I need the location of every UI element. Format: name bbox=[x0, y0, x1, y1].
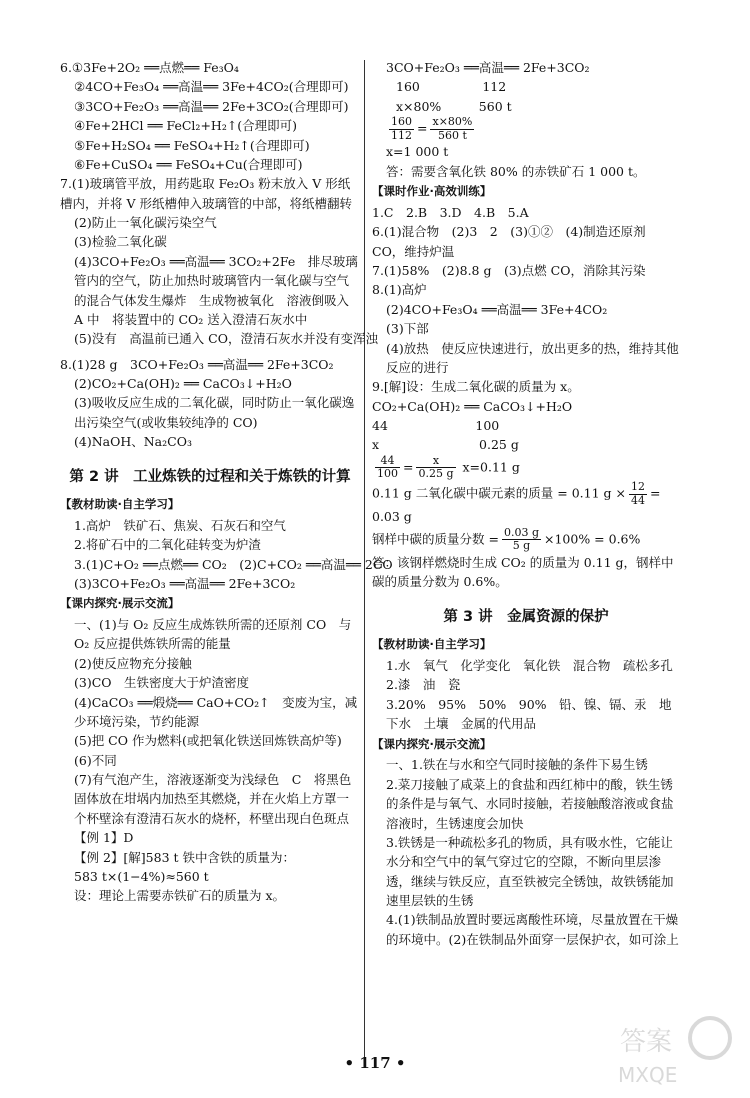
answer-line: 答：需要含氧化铁 80% 的赤铁矿石 1 000 t。 bbox=[386, 163, 646, 179]
answer-line: 3CO+Fe₂O₃ ══高温══ 2Fe+3CO₂ bbox=[386, 60, 590, 75]
section-tag: 【课内探究·展示交流】 bbox=[372, 736, 492, 751]
fraction: $\frac{0.03 g}{5 g}$ bbox=[503, 525, 539, 553]
fraction: $\frac{160}{112}$ bbox=[391, 115, 412, 142]
page-number: • 117 • bbox=[344, 1054, 406, 1072]
answer-line: 设：理论上需要赤铁矿石的质量为 x。 bbox=[74, 888, 286, 904]
answer-line: 3.20% 95% 50% 90% 铅、镍、镉、汞 地下水 土壤 金属的代用品 bbox=[386, 696, 672, 732]
answer-line: 6.①3Fe+2O₂ ══点燃══ Fe₃O₄ bbox=[60, 60, 239, 75]
section-title: 第 2 讲 工业炼铁的过程和关于炼铁的计算 bbox=[69, 468, 351, 485]
answer-line: 8.(1)高炉 bbox=[372, 282, 427, 298]
answer-line: (6)不同 bbox=[74, 752, 117, 768]
section-tag: 【教材助读·自主学习】 bbox=[372, 637, 492, 652]
answer-line: 583 t×(1−4%)≈560 t bbox=[74, 868, 209, 884]
answer-line: 8.(1)28 g 3CO+Fe₂O₃ ══高温══ 2Fe+3CO₂ bbox=[60, 356, 334, 372]
section-title: 第 3 讲 金属资源的保护 bbox=[443, 608, 609, 625]
answer-line: (4)CaCO₃ ══煅烧══ CaO+CO₂↑ 变废为宝，减少环境污染，节约能源 bbox=[74, 694, 358, 729]
answer-line: 3.(1)C+O₂ ══点燃══ CO₂ (2)C+CO₂ ══高温══ 2CO bbox=[74, 556, 393, 572]
answer-line: x 0.25 g bbox=[372, 437, 519, 453]
fraction-line: $\frac{44}{100}$ = $\frac{x}{0.25 g}$ x=0.11 g bbox=[377, 453, 520, 481]
fraction-line: 钢样中碳的质量分数 = $\frac{0.03 g}{5 g}$ ×100% = 0.6% bbox=[372, 525, 641, 553]
answer-line: 3.铁锈是一种疏松多孔的物质，具有吸水性，它能让水分和空气中的氧气穿过它的空隙，不断向里层渗透，继续与铁反应，直至铁被完全锈蚀，故铁锈能加速里层铁的生锈 bbox=[386, 834, 674, 909]
answer-line: (7)有气泡产生，溶液逐渐变为浅绿色 C 将黑色固体放在坩埚内加热至其燃烧，并在火焰上方罩一个杯壁涂有澄清石灰水的烧杯，杯壁出现白色斑点 bbox=[74, 772, 352, 826]
answer-line: ②4CO+Fe₃O₄ ══高温══ 3Fe+4CO₂(合理即可) bbox=[74, 79, 349, 95]
section-tag: 【教材助读·自主学习】 bbox=[60, 496, 180, 511]
answer-line: (3)3CO+Fe₂O₃ ══高温══ 2Fe+3CO₂ bbox=[74, 575, 296, 591]
answer-line: (3)吸收反应生成的二氧化碳，同时防止一氧化碳逸出污染空气(或收集较纯净的 CO) bbox=[74, 395, 355, 430]
answer-line: (4)放热 使反应快速进行，放出更多的热，维持其他反应的进行 bbox=[386, 340, 679, 375]
answer-line: 【例 2】[解]583 t 铁中含铁的质量为： bbox=[74, 849, 296, 865]
answer-line: (2)CO₂+Ca(OH)₂ ══ CaCO₃↓+H₂O bbox=[74, 376, 292, 391]
answer-line: ③3CO+Fe₂O₃ ══高温══ 2Fe+3CO₂(合理即可) bbox=[74, 98, 349, 114]
answer-line: 1.水 氧气 化学变化 氧化铁 混合物 疏松多孔 bbox=[386, 658, 673, 674]
fraction: $\frac{x\times 80\%}{560 t}$ bbox=[432, 115, 473, 142]
fraction: $\frac{x}{0.25 g}$ bbox=[418, 453, 454, 481]
answer-line: (5)没有 高温前已通入 CO，澄清石灰水并没有变浑浊 bbox=[74, 331, 378, 347]
answer-line: 一、(1)与 O₂ 反应生成炼铁所需的还原剂 CO 与 O₂ 反应提供炼铁所需的能量 bbox=[74, 617, 352, 652]
answer-line: 0.03 g bbox=[372, 509, 412, 525]
answer-line: 1.C 2.B 3.D 4.B 5.A bbox=[372, 204, 529, 220]
answer-line: 2.将矿石中的二氧化硅转变为炉渣 bbox=[74, 537, 261, 553]
answer-line: (2)4CO+Fe₃O₄ ══高温══ 3Fe+4CO₂ bbox=[386, 301, 608, 317]
section-tag: 【课内探究·展示交流】 bbox=[60, 596, 180, 611]
answer-line: 6.(1)混合物 (2)3 2 (3)①② (4)制造还原剂 CO，维持炉温 bbox=[372, 224, 646, 259]
answer-line: 2.菜刀接触了咸菜上的食盐和西红柿中的酸，铁生锈的条件是与氧气、水同时接触，若接触酸溶液或食盐溶液时，生锈速度会加快 bbox=[386, 776, 674, 831]
watermark-logo bbox=[610, 1010, 740, 1090]
section-tag: 【课时作业·高效训练】 bbox=[372, 184, 492, 199]
answer-line: (3)下部 bbox=[386, 321, 429, 337]
answer-line: (4)3CO+Fe₂O₃ ══高温══ 3CO₂+2Fe 排尽玻璃管内的空气，防止加热时玻璃管内一氧化碳与空气的混合气体发生爆炸 生成物被氧化 溶液倒吸入 A 中 将装置中的 CO₂ 送入澄清石灰水中 bbox=[74, 253, 358, 327]
answer-line: (3)CO 生铁密度大于炉渣密度 bbox=[74, 675, 250, 691]
answer-line: 44 100 bbox=[372, 418, 500, 434]
fraction-line: $\frac{160}{112}$ = $\frac{x\times 80\%}{560 t}$ bbox=[391, 115, 473, 142]
answer-line: x=1 000 t bbox=[386, 144, 449, 160]
answer-line: (5)把 CO 作为燃料(或把氧化铁送回炼铁高炉等) bbox=[74, 733, 342, 749]
answer-line: (2)使反应物充分接触 bbox=[74, 655, 192, 671]
answer-line: ④Fe+2HCl ══ FeCl₂+H₂↑(合理即可) bbox=[74, 118, 298, 134]
fraction: $\frac{44}{100}$ bbox=[377, 453, 398, 481]
fraction-line: 0.11 g 二氧化碳中碳元素的质量 = 0.11 g × $\frac{12}{44}$ = bbox=[372, 480, 661, 507]
answer-line: 答：该钢样燃烧时生成 CO₂ 的质量为 0.11 g，钢样中碳的质量分数为 0.6%。 bbox=[372, 555, 674, 590]
answer-line: ⑥Fe+CuSO₄ ══ FeSO₄+Cu(合理即可) bbox=[74, 156, 303, 172]
answer-line: (3)检验二氧化碳 bbox=[74, 234, 167, 250]
answer-line: 160 112 bbox=[396, 79, 507, 95]
right-column bbox=[372, 58, 680, 949]
answer-line: 一、1.铁在与水和空气同时接触的条件下易生锈 bbox=[386, 757, 648, 773]
answer-line: x×80% 560 t bbox=[396, 98, 512, 114]
answer-line: 2.漆 油 瓷 bbox=[386, 677, 461, 693]
answer-line: 1.高炉 铁矿石、焦炭、石灰石和空气 bbox=[74, 517, 286, 533]
svg-text:答案: 答案 bbox=[620, 1027, 673, 1057]
svg-text:MXQE: MXQE bbox=[618, 1063, 678, 1087]
answer-line: 【例 1】D bbox=[74, 830, 134, 846]
answer-line: 9.[解]设：生成二氧化碳的质量为 x。 bbox=[372, 379, 580, 395]
answer-line: 7.(1)玻璃管平放，用药匙取 Fe₂O₃ 粉末放入 V 形纸槽内，并将 V 形纸槽伸入玻璃管的中部，将纸槽翻转 bbox=[60, 176, 352, 211]
fraction: $\frac{12}{44}$ bbox=[630, 480, 645, 507]
answer-line: 7.(1)58% (2)8.8 g (3)点燃 CO，消除其污染 bbox=[372, 263, 646, 279]
answer-line: (4)NaOH、Na₂CO₃ bbox=[74, 434, 192, 450]
answer-line: CO₂+Ca(OH)₂ ══ CaCO₃↓+H₂O bbox=[372, 398, 573, 414]
answer-line: (2)防止一氧化碳污染空气 bbox=[74, 215, 217, 230]
answer-line: 4.(1)铁制品放置时要远离酸性环境，尽量放置在干燥的环境中。(2)在铁制品外面穿一层保护衣，如可涂上 bbox=[386, 912, 679, 947]
answer-line: ⑤Fe+H₂SO₄ ══ FeSO₄+H₂↑(合理即可) bbox=[74, 137, 310, 153]
